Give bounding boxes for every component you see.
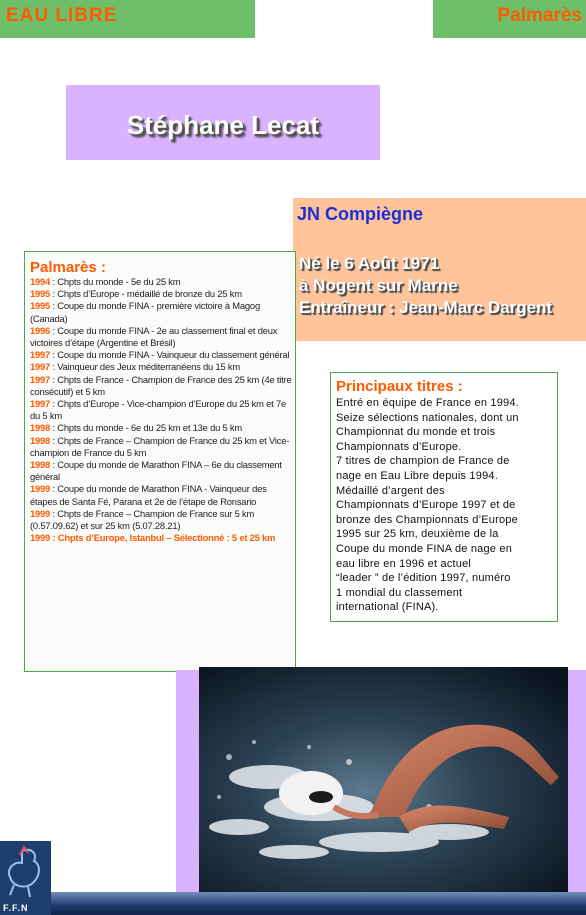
palmares-year: 1995 — [30, 288, 51, 300]
palmares-item — [30, 325, 292, 349]
principal-titles-title: Principaux titres : — [336, 378, 463, 395]
palmares-text: : Coupe du monde FINA - Vainqueur du classement général — [50, 349, 290, 361]
palmares-year: 1998 — [30, 434, 51, 446]
birth-date: Né le 6 Août 1971 — [299, 254, 440, 273]
palmares-label: Palmarès — [497, 5, 582, 26]
titles-line: 7 titres de champion de France de — [336, 455, 510, 468]
coach-name: Entraîneur : Jean-Marc Dargent — [299, 298, 553, 317]
titles-line: Coupe du monde FINA de nage en — [336, 542, 513, 555]
palmares-text: : Coupe du monde FINA - première victoire à Magog (Canada) — [30, 300, 260, 324]
palmares-year: 1995 — [30, 300, 51, 312]
palmares-item — [30, 374, 292, 398]
birth-place: à Nogent sur Marne — [299, 276, 458, 295]
titles-line: 1995 sur 25 km, deuxième de la — [336, 528, 499, 541]
palmares-item — [30, 435, 292, 459]
titles-line: Seize sélections nationales, dont un — [336, 411, 519, 424]
titles-line: bronze des Championnats d’Europe — [336, 513, 518, 526]
section-label: EAU LIBRE — [6, 5, 118, 26]
palmares-year: 1997 — [30, 398, 51, 410]
palmares-item — [30, 276, 292, 288]
palmares-item — [30, 532, 292, 544]
palmares-item — [30, 300, 292, 324]
titles-line: Championnats d’Europe. — [336, 440, 462, 453]
palmares-text: : Chpts de France – Champion de France sur 5 km (0.57.09.62) et sur 25 km (5.07.28.21) — [30, 507, 255, 532]
palmares-text: : Vainqueur des Jeux méditerranéens du 15 km — [50, 361, 240, 373]
palmares-year: 1998 — [30, 422, 51, 434]
swimmer-photo — [199, 667, 568, 893]
palmares-year: 1999 — [30, 483, 51, 495]
palmares-text: : Chpts d’Europe - Vice-champion d’Europe du 25 km et 7e du 5 km — [30, 398, 287, 422]
palmares-box — [24, 251, 296, 672]
titles-line: “leader ” de l’édition 1997, numéro — [336, 572, 511, 585]
principal-titles-box — [330, 372, 558, 622]
principal-titles-text — [336, 396, 554, 615]
athlete-name-banner — [66, 85, 380, 160]
palmares-text: : Chpts de France – Champion de France du 25 km et Vice-champion de France du 5 km — [30, 434, 290, 458]
footer-bar — [51, 892, 586, 915]
palmares-year: 1994 — [30, 276, 51, 287]
titles-line: Entré en équipe de France en 1994. — [336, 397, 519, 409]
palmares-text: : Chpts d’Europe - médaillé de bronze du 25 km — [50, 288, 242, 300]
ffn-logo — [0, 841, 51, 915]
palmares-text: : Chpts du monde - 5e du 25 km — [50, 276, 181, 287]
palmares-text: : Coupe du monde FINA - 2e au classement final et deux victoires d’étape (Argentine et Brésil) — [30, 324, 278, 349]
palmares-item — [30, 459, 292, 483]
palmares-year: 1998 — [30, 459, 51, 471]
palmares-year: 1997 — [30, 361, 51, 373]
palmares-item — [30, 288, 292, 300]
swimmer-illustration — [199, 667, 568, 893]
palmares-item — [30, 483, 292, 507]
titles-line: eau libre en 1996 et actuel — [336, 557, 472, 570]
palmares-item — [30, 422, 292, 434]
palmares-text: : Chpts de France - Champion de France des 25 km (4e titre consécutif) et 5 km — [30, 373, 292, 397]
palmares-year: 1997 — [30, 373, 51, 385]
palmares-item — [30, 398, 292, 422]
palmares-item — [30, 361, 292, 373]
palmares-year: 1996 — [30, 324, 51, 336]
palmares-text: : Coupe du monde de Marathon FINA – 6e du classement général — [30, 459, 282, 483]
athlete-name: Stéphane Lecat — [126, 110, 320, 140]
titles-line: Championnats d’Europe 1997 et de — [336, 499, 516, 512]
palmares-title: Palmarès : — [30, 259, 106, 276]
ffn-logo-text: F.F.N — [3, 903, 29, 913]
header-right-tab[interactable] — [433, 0, 586, 38]
palmares-year: 1999 — [30, 507, 51, 519]
header-left-tab[interactable] — [0, 0, 255, 38]
palmares-text: : Coupe du monde de Marathon FINA - Vainqueur des étapes de Santa Fé, Parana et 2e de l’étape de Ronsario — [30, 483, 267, 507]
palmares-text: : Chpts d’Europe, Istanbul – Sélectionné : 5 et 25 km — [50, 532, 276, 544]
titles-line: nage en Eau Libre depuis 1994. — [336, 469, 498, 482]
palmares-item — [30, 508, 292, 532]
rooster-icon — [0, 841, 51, 901]
club-info-panel — [293, 198, 586, 341]
palmares-year: 1999 — [30, 532, 51, 544]
titles-line: Médaillé d’argent des — [336, 484, 445, 497]
titles-line: 1 mondial du classement — [336, 586, 463, 599]
club-name: JN Compiègne — [297, 204, 424, 224]
palmares-text: : Chpts du monde - 6e du 25 km et 13e du 5 km — [50, 422, 243, 434]
palmares-list — [30, 276, 292, 544]
palmares-item — [30, 349, 292, 361]
titles-line: Championnat du monde et trois — [336, 426, 496, 439]
titles-line: international (FINA). — [336, 601, 439, 614]
palmares-year: 1997 — [30, 349, 51, 361]
